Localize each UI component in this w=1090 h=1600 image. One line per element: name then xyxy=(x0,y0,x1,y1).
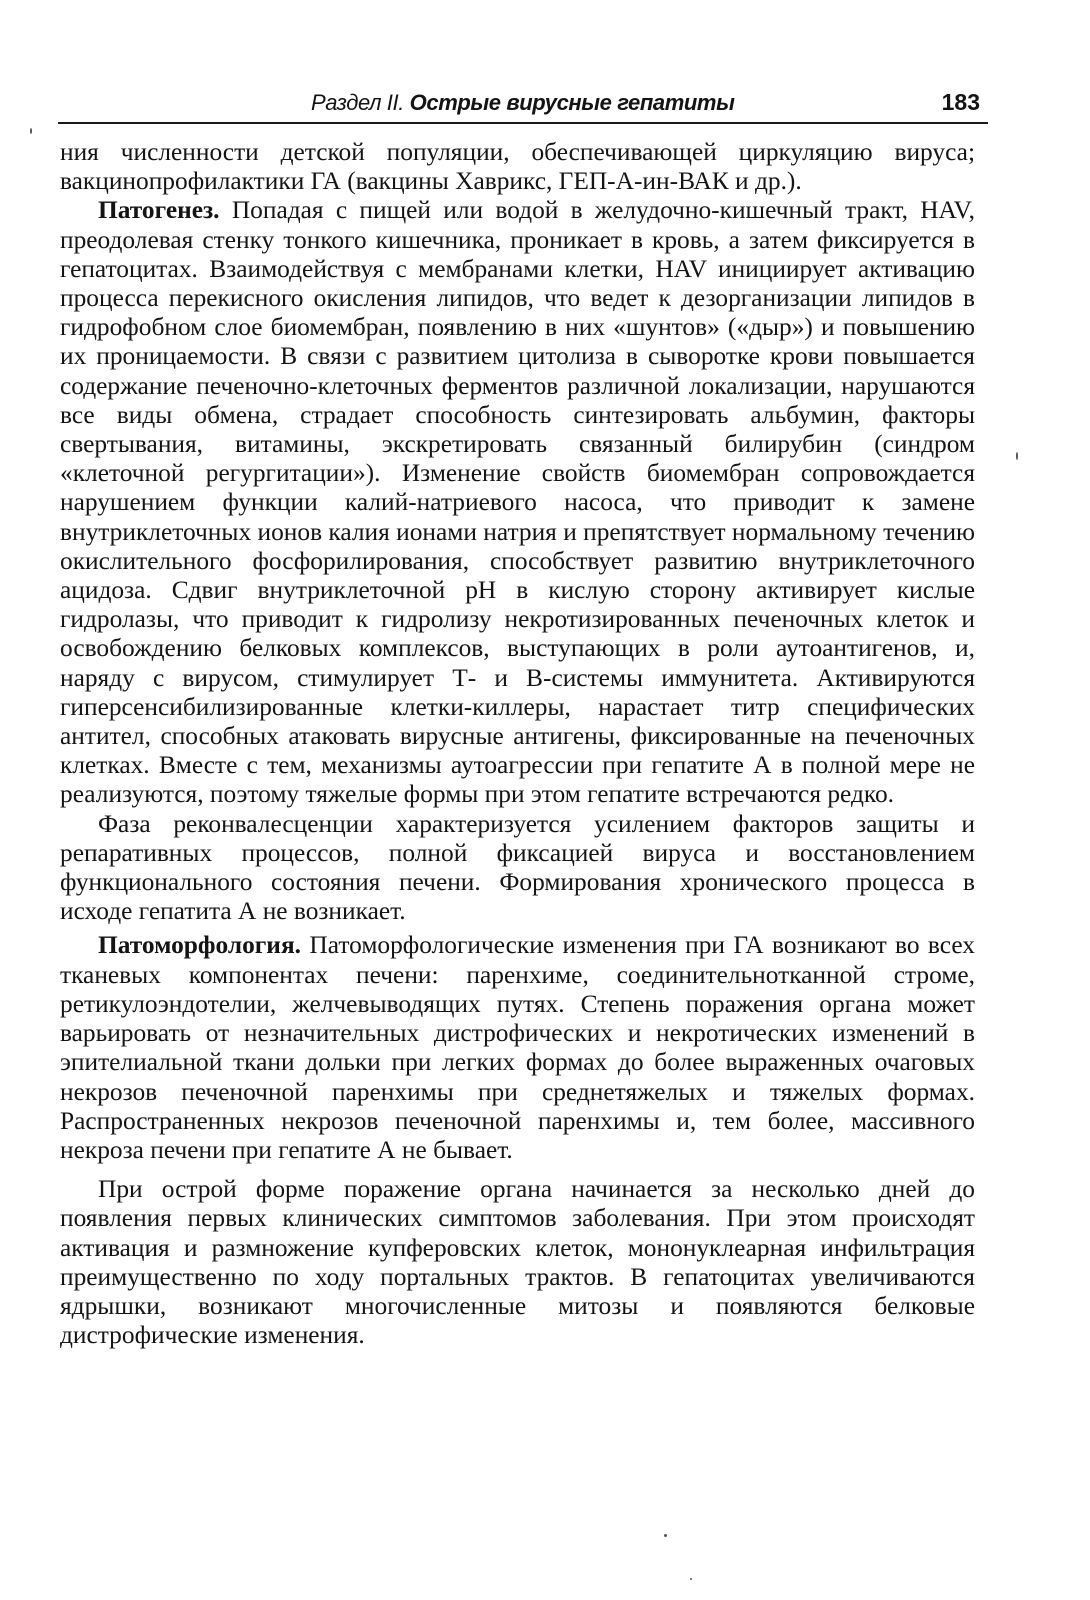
scan-speck xyxy=(30,128,32,134)
paragraph-pathomorphology xyxy=(60,931,975,1165)
paragraph-convalescence xyxy=(60,810,975,927)
paragraph-text: ния численности детской популяции, обеспечивающей циркуляцию вируса; вакцинопрофилактики ГА (вакцины Хаврикс, ГЕП-А-ин-ВАК и др.). xyxy=(60,138,975,196)
paragraph-acute-form xyxy=(60,1175,975,1350)
paragraph-lead: Патогенез. xyxy=(98,196,220,225)
paragraph-pathogenesis xyxy=(60,196,975,809)
section-label: Раздел II. xyxy=(311,90,404,115)
header-rule xyxy=(58,122,988,124)
paragraph-continuation xyxy=(60,138,975,196)
paragraph-text: Попадая с пищей или водой в желудочно-кишечный тракт, HAV, преодолевая стенку тонкого кишечника, проникает в кровь, а затем фиксируется в гепатоцитах. Взаимодействуя с мембранами клетки, HAV инициирует активацию процесса перекисного окисления липидов, что ведет к дезорганизации липидов в гидрофобном слое биомембран, появлению в них «шунтов» («дыр») и повышению их проницаемости. В связи с развитием цитолиза в сыворотке крови повышается содержание печеночно-клеточных ферментов различной локализации, нарушаются все виды обмена, страдает способность синтезировать альбумин, факторы свертывания, витамины, экскретировать связанный билирубин (синдром «клеточной регургитации»). Изменение свойств биомембран сопровождается нарушением функции калий-натриевого насоса, что приводит к замене внутриклеточных ионов калия ионами натрия и препятствует нормальному течению окислительного фосфорилирования, способствует развитию внутриклеточного ацидоза. Сдвиг внутриклеточной pH в кислую сторону активирует кислые гидролазы, что приводит к гидролизу некротизированных печеночных клеток и освобождению белковых комплексов, выступающих в роли аутоантигенов, и, наряду с вирусом, стимулирует Т- и В-системы иммунитета. Активируются гиперсенсибилизированные клетки-киллеры, нарастает титр специфических антител, способных атаковать вирусные антигены, фиксированные на печеночных клетках. Вместе с тем, механизмы аутоагрессии при гепатите А в полной мере не реализуются, поэтому тяжелые формы при этом гепатите встречаются редко. xyxy=(60,196,975,809)
paragraph-text: Патоморфологические изменения при ГА возникают во всех тканевых компонентах печени: паренхиме, соединительнотканной строме, ретикулоэндотелии, желчевыводящих путях. Степень поражения органа может варьировать от незначительных дистрофических и некротических изменений в эпителиальной ткани дольки при легких формах до более выраженных очаговых некрозов печеночной паренхимы при среднетяжелых и тяжелых формах. Распространенных некрозов печеночной паренхимы и, тем более, массивного некроза печени при гепатите А не бывает. xyxy=(60,931,975,1164)
page-number: 183 xyxy=(941,89,980,115)
section-title xyxy=(311,90,734,116)
scan-speck xyxy=(1016,452,1018,460)
paragraph-lead: Патоморфология. xyxy=(98,931,302,960)
scan-speck xyxy=(690,1578,692,1580)
paragraph-text: Фаза реконвалесценции характеризуется усилением факторов защиты и репаративных процессов, полной фиксацией вируса и восстановлением функционального состояния печени. Формирования хронического процесса в исходе гепатита А не возникает. xyxy=(60,809,975,926)
running-header xyxy=(58,86,988,126)
scan-speck xyxy=(664,1534,667,1537)
section-name: Острые вирусные гепатиты xyxy=(409,90,735,115)
paragraph-text: При острой форме поражение органа начинается за несколько дней до появления первых клинических симптомов заболевания. При этом происходят активация и размножение купферовских клеток, мононуклеарная инфильтрация преимущественно по ходу портальных трактов. В гепатоцитах увеличиваются ядрышки, возникают многочисленные митозы и появляются белковые дистрофические изменения. xyxy=(60,1175,975,1350)
body-text xyxy=(60,138,975,1350)
